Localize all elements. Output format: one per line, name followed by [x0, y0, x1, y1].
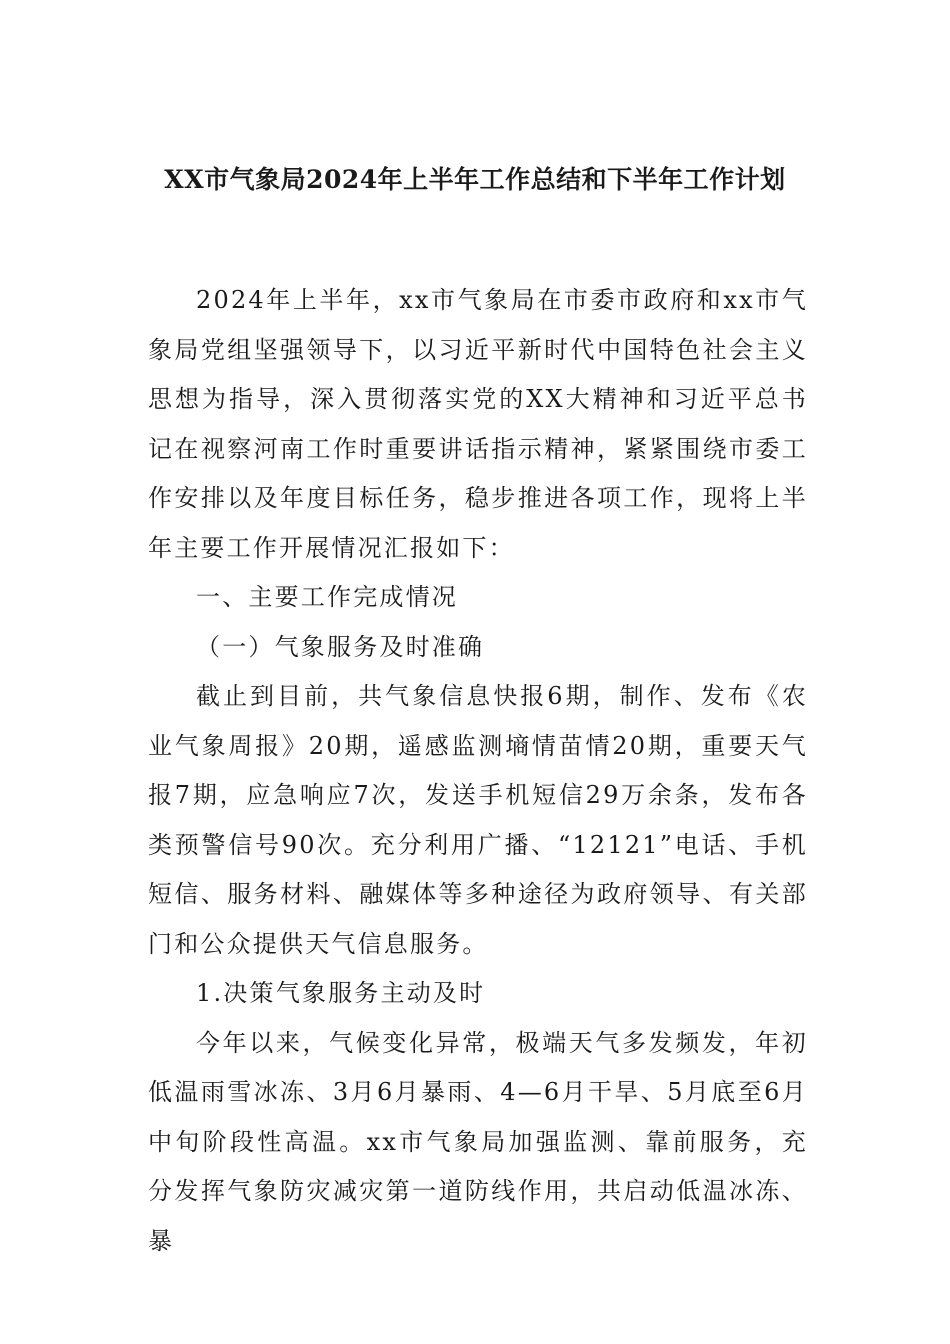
- service-summary-paragraph: 截止到目前，共气象信息快报6期，制作、发布《农业气象周报》20期，遥感监测墒情苗情20期，重要天气报7期，应急响应7次，发送手机短信29万余条，发布各类预警信号90次。充分利用广播、“12121”电话、手机短信、服务材料、融媒体等多种途径为政府领导、有关部门和公众提供天气信息服务。: [148, 682, 808, 958]
- decision-service-paragraph: 今年以来，气候变化异常，极端天气多发频发，年初低温雨雪冰冻、3月6月暴雨、4—6月干旱、5月底至6月中旬阶段性高温。xx市气象局加强监测、靠前服务，充分发挥气象防灾减灾第一道防线作用，共启动低温冰冻、暴: [148, 1028, 809, 1255]
- item-heading-1: 1.决策气象服务主动及时: [196, 979, 486, 1007]
- document-title: XX市气象局2024年上半年工作总结和下半年工作计划: [164, 165, 786, 194]
- document-body: [148, 276, 808, 1266]
- intro-paragraph: 2024年上半年，xx市气象局在市委市政府和xx市气象局党组坚强领导下，以习近平新时代中国特色社会主义思想为指导，深入贯彻落实党的XX大精神和习近平总书记在视察河南工作时重要讲话指示精神，紧紧围绕市委工作安排以及年度目标任务，稳步推进各项工作，现将上半年主要工作开展情况汇报如下：: [148, 286, 808, 562]
- subsection-heading-1: （一）气象服务及时准确: [196, 632, 485, 661]
- section-heading-1: 一、主要工作完成情况: [196, 583, 458, 611]
